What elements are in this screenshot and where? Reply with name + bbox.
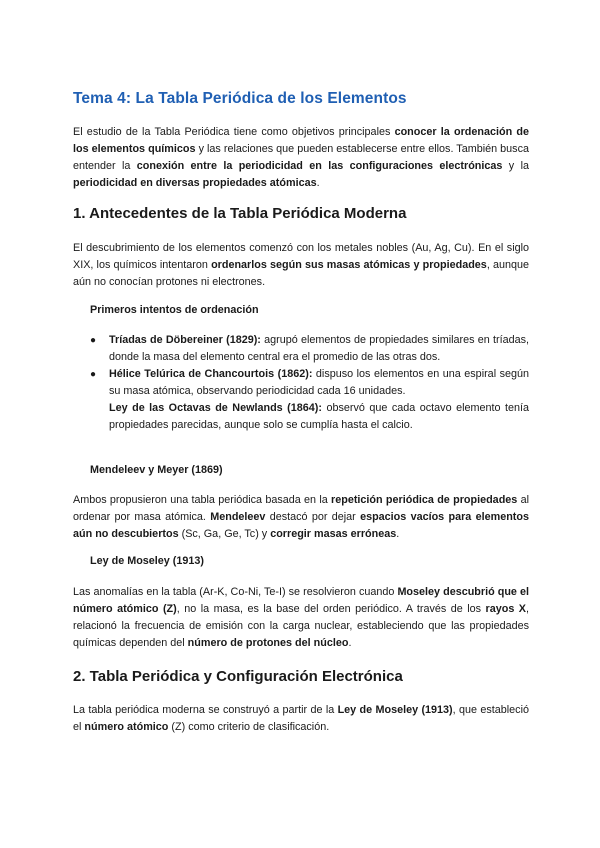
text: (Z) como criterio de clasificación. — [168, 721, 330, 733]
text: La tabla periódica moderna se construyó a partir de la — [73, 704, 338, 716]
section-1-heading: 1. Antecedentes de la Tabla Periódica Moderna — [73, 205, 407, 222]
text: Ambos propusieron una tabla periódica basada en la — [73, 494, 332, 506]
bullet-item-chancourtois — [90, 366, 529, 400]
bold-text: Ley de las Octavas de Newlands (1864): — [109, 402, 322, 414]
bullet-item-newlands — [90, 400, 529, 434]
bold-text: número atómico — [84, 721, 169, 733]
bold-text: Mendeleev — [210, 511, 266, 523]
page-title: Tema 4: La Tabla Periódica de los Elementos — [73, 90, 407, 107]
text: , que estableció el — [73, 704, 529, 733]
bold-text: rayos X — [485, 603, 527, 615]
section-1-paragraph-3 — [73, 584, 529, 652]
bold-text: espacios vacíos para elementos aún no descubiertos — [73, 511, 529, 540]
bold-text: número de protones del núcleo — [187, 637, 349, 649]
subheading-mendeleev-meyer: Mendeleev y Meyer (1869) — [90, 464, 223, 476]
text: dispuso los elementos en una espiral según su masa atómica, observando periodicidad cada 16 unidades. — [109, 368, 530, 397]
text: , relacionó la frecuencia de emisión con la carga nuclear, estableciendo que las propiedades químicas dependen del — [73, 603, 530, 649]
text: . — [396, 528, 400, 540]
text: al ordenar por masa atómica. — [73, 494, 529, 523]
bullet-item-dobereiner — [90, 332, 529, 366]
text: , no la masa, es la base del orden periódico. A través de los — [176, 603, 486, 615]
text: , aunque aún no conocían protones ni electrones. — [73, 259, 530, 288]
text: agrupó elementos de propiedades similares en tríadas, donde la masa del elemento central era el promedio de las otras dos. — [109, 334, 529, 363]
text: . — [316, 177, 320, 189]
text: y la — [502, 160, 529, 172]
bullet-dot-icon: ● — [90, 335, 97, 346]
bold-text: Ley de Moseley (1913) — [337, 704, 453, 716]
bold-text: corregir masas erróneas — [270, 528, 397, 540]
bold-text: conocer la ordenación de los elementos químicos — [73, 126, 529, 155]
bold-text: ordenarlos según sus masas atómicas y propiedades — [211, 259, 487, 271]
intro-paragraph — [73, 124, 529, 192]
text: (Sc, Ga, Ge, Tc) y — [178, 528, 271, 540]
text: . — [348, 637, 352, 649]
text: Las anomalías en la tabla (Ar-K, Co-Ni, Te-I) se resolvieron cuando — [73, 586, 398, 598]
subheading-primeros-intentos: Primeros intentos de ordenación — [90, 304, 259, 316]
text: y las relaciones que pueden establecerse entre ellos. También busca entender la — [73, 143, 529, 172]
bold-text: Moseley descubrió que el número atómico (Z) — [73, 586, 529, 615]
text: El descubrimiento de los elementos comenzó con los metales nobles (Au, Ag, Cu). En el siglo XIX, los químicos intentaron — [73, 242, 529, 271]
text: destacó por dejar — [265, 511, 361, 523]
section-1-paragraph-2 — [73, 492, 529, 543]
text: El estudio de la Tabla Periódica tiene como objetivos principales — [73, 126, 395, 138]
bullet-dot-icon: ● — [90, 369, 97, 380]
bold-text: Tríadas de Döbereiner (1829): — [109, 334, 261, 346]
section-1-paragraph-1 — [73, 240, 529, 291]
bold-text: conexión entre la periodicidad en las configuraciones electrónicas — [136, 160, 503, 172]
bold-text: Hélice Telúrica de Chancourtois (1862): — [109, 368, 313, 380]
bold-text: repetición periódica de propiedades — [331, 494, 518, 506]
section-2-paragraph-1 — [73, 702, 529, 736]
bold-text: periodicidad en diversas propiedades atómicas — [73, 177, 317, 189]
subheading-moseley: Ley de Moseley (1913) — [90, 555, 205, 567]
text: observó que cada octavo elemento tenía propiedades parecidas, aunque solo se cumplía hasta el calcio. — [109, 402, 529, 431]
section-2-heading: 2. Tabla Periódica y Configuración Electrónica — [73, 668, 403, 685]
